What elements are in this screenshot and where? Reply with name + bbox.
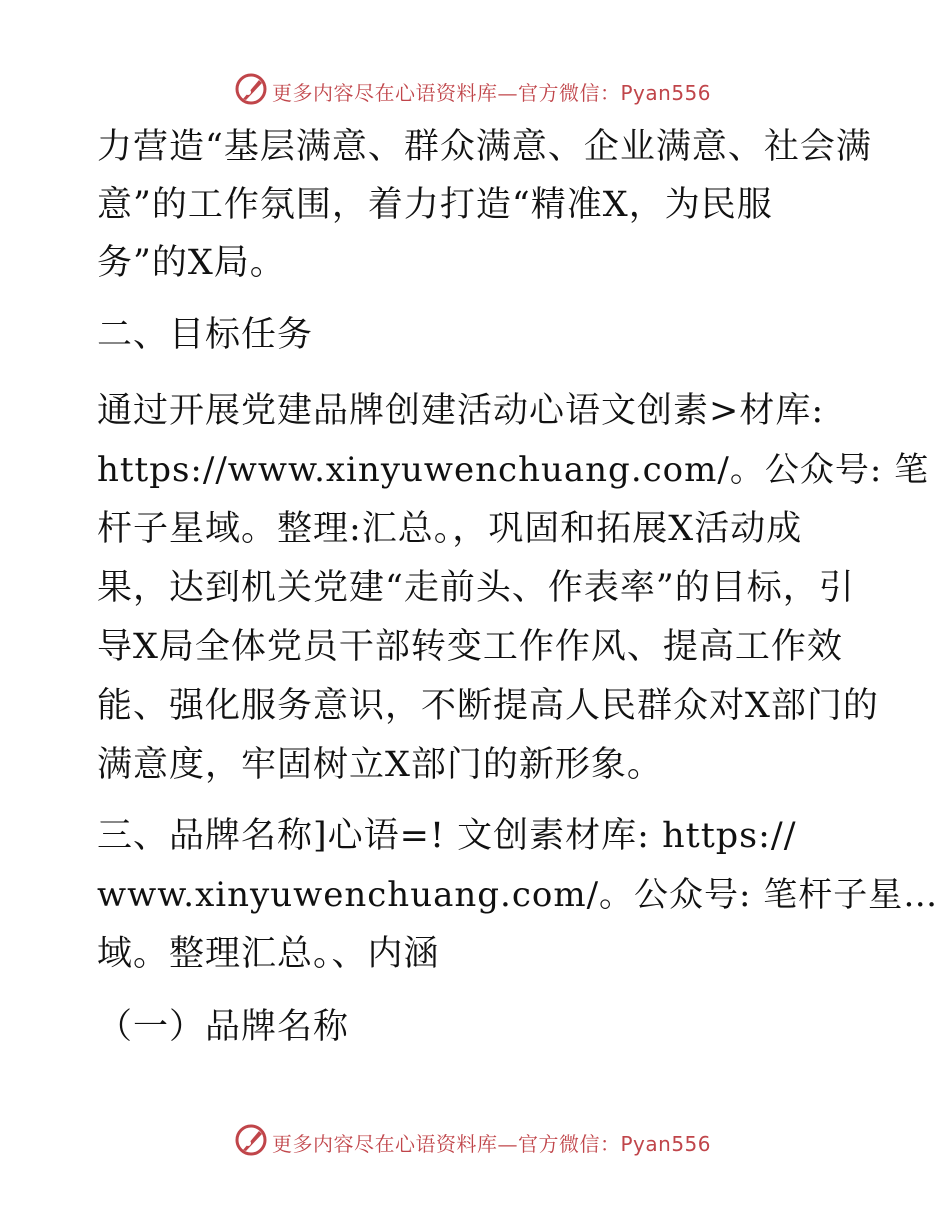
text-line: 力营造“基层满意、群众满意、企业满意、社会满 [97, 127, 872, 167]
text-line: www.xinyuwenchuang.com/。公众号: 笔杆子星… [97, 875, 939, 915]
section-heading: 三、品牌名称]心语=! 文创素材库: https:// [97, 816, 797, 856]
text-line: 杆子星域。整理:汇总。，巩固和拓展X活动成 [97, 509, 803, 549]
watermark-label: 更多内容尽在心语资料库—官方微信： [272, 81, 621, 105]
footer-watermark [0, 1121, 950, 1161]
watermark-label: 更多内容尽在心语资料库—官方微信： [272, 1132, 621, 1156]
watermark-text [272, 1128, 711, 1157]
text-line: 通过开展党建品牌创建活动心语文创素>材库: [97, 391, 825, 431]
watermark-text [272, 77, 711, 106]
text-line: https://www.xinyuwenchuang.com/。公众号: 笔 [97, 450, 930, 490]
text-line: 果，达到机关党建“走前头、作表率”的目标，引 [97, 568, 855, 608]
quill-logo-icon [234, 1123, 268, 1157]
watermark-wechat-id: Pyan556 [620, 1132, 712, 1156]
subsection-heading: （一）品牌名称 [97, 1007, 350, 1047]
quill-logo-icon [234, 72, 268, 106]
header-watermark [0, 70, 950, 110]
text-line: 满意度，牢固树立X部门的新形象。 [97, 745, 663, 785]
text-line: 域。整理汇总。、内涵 [97, 934, 440, 974]
text-line: 能、强化服务意识，不断提高人民群众对X部门的 [97, 686, 879, 726]
text-line: 导X局全体党员干部转变工作作风、提高工作效 [97, 627, 843, 667]
text-line: 务”的X局。 [97, 243, 286, 283]
text-line: 意”的工作氛围，着力打造“精准X，为民服 [97, 185, 773, 225]
section-heading: 二、目标任务 [97, 315, 314, 355]
watermark-wechat-id: Pyan556 [620, 81, 712, 105]
